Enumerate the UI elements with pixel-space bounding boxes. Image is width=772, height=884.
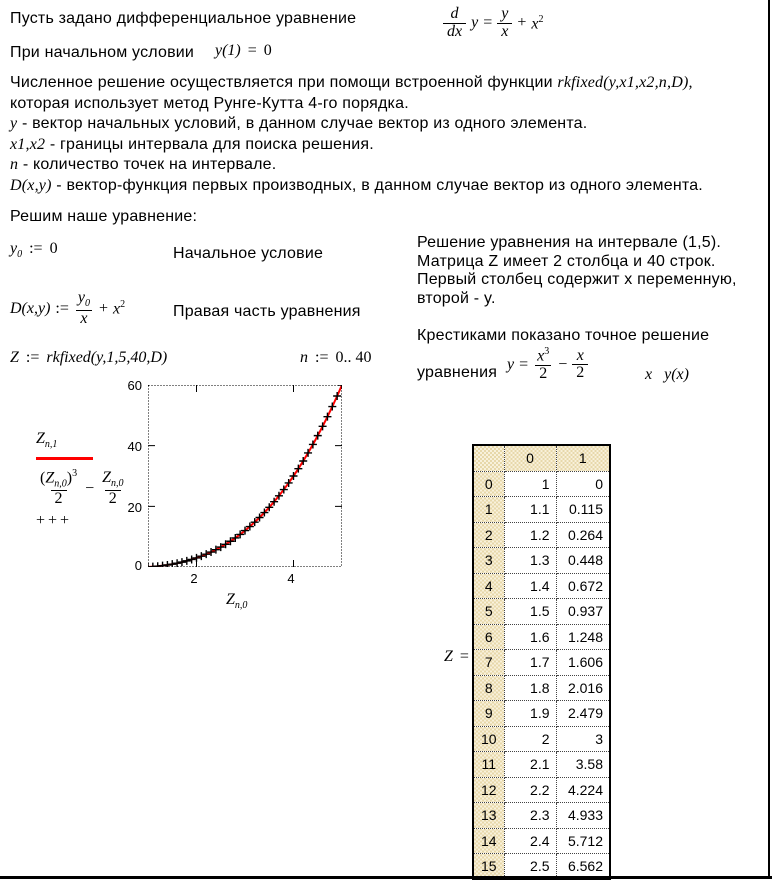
table-row	[473, 522, 610, 548]
row-index-cell: 5	[473, 599, 504, 625]
exact-frac-2	[572, 348, 588, 383]
page-bottom-line	[0, 876, 772, 879]
init-expr: y(1)	[215, 42, 241, 59]
value-cell: 2.479	[556, 701, 610, 727]
D-assign: :=	[55, 299, 69, 317]
value-cell: 1.8	[504, 675, 556, 701]
table-row	[473, 701, 610, 727]
value-cell: 1.3	[504, 548, 556, 574]
page-margin-right-line	[768, 0, 770, 879]
ode-exponent: 2	[538, 13, 544, 25]
row-index-cell: 10	[473, 726, 504, 752]
column-header-1: 1	[556, 445, 610, 471]
legend-Z2-sub: n,0	[111, 478, 124, 490]
row-index-cell: 9	[473, 701, 504, 727]
value-cell: 2.016	[556, 675, 610, 701]
intro-line-1	[10, 73, 768, 94]
value-cell: 2.3	[504, 803, 556, 829]
legend-exp: 3	[72, 468, 78, 480]
legend-frac2-den: 2	[105, 490, 121, 508]
var-Dxy: D(x,y)	[10, 176, 52, 194]
intro-line-3-text: - вектор начальных условий, в данном случае вектор из одного элемента.	[17, 115, 588, 132]
note-line-2: Матрица Z имеет 2 столбца и 40 строк.	[417, 252, 716, 270]
y-tick-20: 20	[127, 500, 142, 515]
D-lhs: D(x,y)	[10, 299, 51, 317]
n-assign: :=	[315, 349, 329, 366]
value-cell: 2.1	[504, 752, 556, 778]
intro-line-3	[10, 114, 768, 135]
table-row	[473, 548, 610, 574]
intro-line-6	[10, 176, 768, 197]
row-index-cell: 6	[473, 624, 504, 650]
var-y: y	[10, 115, 18, 132]
note-line-4: второй - y.	[417, 289, 496, 307]
exact-solution-formula	[507, 347, 588, 383]
var-x1x2: x1,x2	[10, 135, 46, 153]
table-row	[473, 675, 610, 701]
table-row	[473, 573, 610, 599]
initial-condition-expression[interactable]	[215, 42, 272, 60]
row-index-cell: 4	[473, 573, 504, 599]
exact-solution-note-2: уравнения	[417, 364, 498, 381]
ddx-numerator: d	[450, 5, 459, 22]
init-value: 0	[263, 42, 272, 59]
value-cell: 0.264	[556, 522, 610, 548]
matrix-name: Z	[444, 648, 453, 665]
ode-x: x	[531, 14, 539, 32]
problem-statement: Пусть задано дифференциальное уравнение	[10, 10, 357, 27]
var-n: n	[10, 156, 19, 173]
exact-x1: x	[537, 347, 545, 365]
x-axis-label-base: Z	[226, 591, 235, 608]
x-tick-2: 2	[190, 571, 198, 586]
n-var: n	[300, 349, 308, 366]
matrix-name-label	[444, 648, 472, 666]
D-num-sub: 0	[85, 298, 90, 310]
exact-frac1-den: 2	[535, 365, 551, 383]
legend-Z1: Z	[45, 469, 55, 487]
legend-trace1-label	[36, 430, 128, 450]
row-index-cell: 12	[473, 777, 504, 803]
value-cell: 1.2	[504, 522, 556, 548]
solve-heading: Решим наше уравнение:	[10, 208, 198, 225]
value-cell: 0.448	[556, 548, 610, 574]
table-header-row	[473, 445, 610, 471]
table-row	[473, 497, 610, 523]
y-tick-60: 60	[127, 378, 142, 393]
ode-frac-num: y	[501, 5, 509, 22]
initial-condition-label: При начальном условии	[10, 44, 195, 61]
note-line-3: Первый столбец содержит x переменную,	[417, 271, 737, 288]
plot-legend	[36, 430, 128, 530]
rkfixed-signature: rkfixed(y,x1,x2,n,D),	[557, 74, 693, 91]
value-cell: 5.712	[556, 828, 610, 854]
matrix-equals: =	[459, 648, 469, 665]
legend-Z1-sub: n,0	[54, 478, 67, 490]
table-row	[473, 726, 610, 752]
intro-line-1-text: Численное решение осуществляется при помощи встроенной функции	[10, 74, 558, 91]
x-axis-label-sub: n,0	[234, 600, 248, 612]
legend-trace1-sub: n,1	[44, 439, 58, 451]
ode-x-squared	[531, 14, 543, 33]
legend-Z2: Z	[102, 468, 111, 486]
exact-frac-1	[533, 347, 553, 383]
value-cell: 6.562	[556, 854, 610, 880]
value-cell: 3.58	[556, 752, 610, 778]
D-x: x	[113, 300, 121, 318]
value-cell: 1.6	[504, 624, 556, 650]
init-equals: =	[247, 42, 257, 59]
exact-exp1: 3	[544, 346, 550, 357]
row-index-cell: 1	[473, 497, 504, 523]
table-row	[473, 624, 610, 650]
intro-paragraph	[10, 73, 768, 196]
value-cell: 1.606	[556, 650, 610, 676]
value-cell: 3	[556, 726, 610, 752]
exact-minus: −	[558, 355, 568, 373]
y0-comment: Начальное условие	[173, 245, 324, 262]
column-header-0: 0	[504, 445, 556, 471]
table-row	[473, 828, 610, 854]
legend-paren-close: )	[66, 469, 73, 487]
value-cell: 1.4	[504, 573, 556, 599]
intro-line-6-text: - вектор-функция первых производных, в данном случае вектор из одного элемента.	[51, 176, 703, 194]
D-plus: +	[99, 299, 109, 317]
legend-minus: −	[85, 479, 95, 497]
plot-border	[149, 386, 342, 567]
value-cell: 0.672	[556, 573, 610, 599]
D-frac-den: x	[76, 310, 91, 328]
value-cell: 4.933	[556, 803, 610, 829]
value-cell: 1	[504, 471, 556, 497]
exact-frac2-num: x	[576, 346, 584, 364]
table-row	[473, 599, 610, 625]
D-frac-num	[74, 290, 94, 310]
value-cell: 0.937	[556, 599, 610, 625]
table-row	[473, 803, 610, 829]
y-tick-0: 0	[134, 558, 142, 573]
legend-trace2-label	[36, 469, 128, 508]
value-cell: 0.115	[556, 497, 610, 523]
D-definition[interactable]	[10, 290, 125, 327]
y0-value: 0	[49, 240, 58, 257]
Z-assign: :=	[25, 349, 40, 366]
output-matrix-table[interactable]	[472, 444, 611, 880]
table-row	[473, 777, 610, 803]
value-cell: 1.9	[504, 701, 556, 727]
intro-line-2: которая использует метод Рунге-Кутта 4-го порядка.	[10, 94, 409, 112]
table-columns-hint: x y(x)	[645, 366, 689, 383]
legend-frac2-num	[98, 470, 127, 490]
D-x-squared	[113, 299, 125, 318]
ode-plus: +	[517, 14, 527, 32]
y0-var: y	[10, 240, 18, 257]
row-index-cell: 13	[473, 803, 504, 829]
exact-solution-note: Крестиками показано точное решение	[417, 327, 710, 344]
ddx-denominator: dx	[443, 23, 466, 41]
row-index-cell: 11	[473, 752, 504, 778]
legend-trace1-line-sample	[36, 457, 93, 460]
intro-line-4	[10, 135, 768, 156]
ode-equals: =	[483, 14, 493, 32]
value-cell: 1.248	[556, 624, 610, 650]
y0-subscript: 0	[17, 249, 23, 261]
D-fraction	[74, 290, 94, 327]
table-row	[473, 471, 610, 497]
legend-paren-open: (	[40, 469, 46, 487]
value-cell: 1.1	[504, 497, 556, 523]
row-index-cell: 2	[473, 522, 504, 548]
solution-notes	[417, 234, 737, 308]
table-row	[473, 650, 610, 676]
note-line-1: Решение уравнения на интервале (1,5).	[417, 234, 721, 251]
row-index-cell: 3	[473, 548, 504, 574]
value-cell: 2.4	[504, 828, 556, 854]
y0-assign: :=	[29, 240, 43, 257]
n-range-definition[interactable]	[300, 349, 371, 367]
xy-plot[interactable]	[148, 385, 342, 567]
row-index-cell: 15	[473, 854, 504, 880]
D-comment: Правая часть уравнения	[173, 303, 361, 320]
x-axis-label	[226, 591, 247, 611]
legend-trace1-base: Z	[36, 430, 45, 447]
row-index-cell: 0	[473, 471, 504, 497]
row-index-cell: 8	[473, 675, 504, 701]
legend-frac1-den: 2	[51, 490, 67, 508]
table-row	[473, 752, 610, 778]
value-cell: 1.7	[504, 650, 556, 676]
value-cell: 2.5	[504, 854, 556, 880]
exact-equals: =	[519, 355, 529, 373]
row-index-cell: 14	[473, 828, 504, 854]
y-tick-40: 40	[127, 439, 142, 454]
legend-frac-1	[36, 469, 81, 508]
ode-frac-den: x	[497, 23, 512, 41]
intro-line-5-text: - количество точек на интервале.	[18, 156, 277, 173]
value-cell: 4.224	[556, 777, 610, 803]
value-cell: 2	[504, 726, 556, 752]
value-cell: 0	[556, 471, 610, 497]
corner-cell	[473, 445, 504, 471]
intro-line-5	[10, 155, 768, 176]
Z-lhs: Z	[10, 349, 19, 366]
D-exponent: 2	[120, 299, 126, 311]
ddx-operator	[443, 6, 466, 41]
exact-frac1-num	[533, 347, 553, 365]
ode-equation[interactable]	[443, 6, 544, 41]
exact-frac2-den: 2	[572, 364, 588, 382]
legend-trace2-marker-sample: +++	[36, 512, 73, 529]
value-cell: 1.5	[504, 599, 556, 625]
intro-line-4-text: - границы интервала для поиска решения.	[45, 135, 374, 153]
exact-y: y	[507, 355, 515, 373]
n-range: 0.. 40	[335, 349, 372, 366]
value-cell: 2.2	[504, 777, 556, 803]
D-num-var: y	[77, 289, 85, 306]
x-tick-4: 4	[287, 571, 295, 586]
row-index-cell: 7	[473, 650, 504, 676]
Z-definition[interactable]	[10, 349, 167, 367]
Z-rkfixed-call: rkfixed(y,1,5,40,D)	[46, 349, 168, 366]
y0-definition[interactable]	[10, 240, 58, 260]
ode-fraction	[497, 6, 512, 41]
ode-lhs-var: y	[471, 14, 479, 32]
legend-frac1-num	[36, 469, 81, 490]
